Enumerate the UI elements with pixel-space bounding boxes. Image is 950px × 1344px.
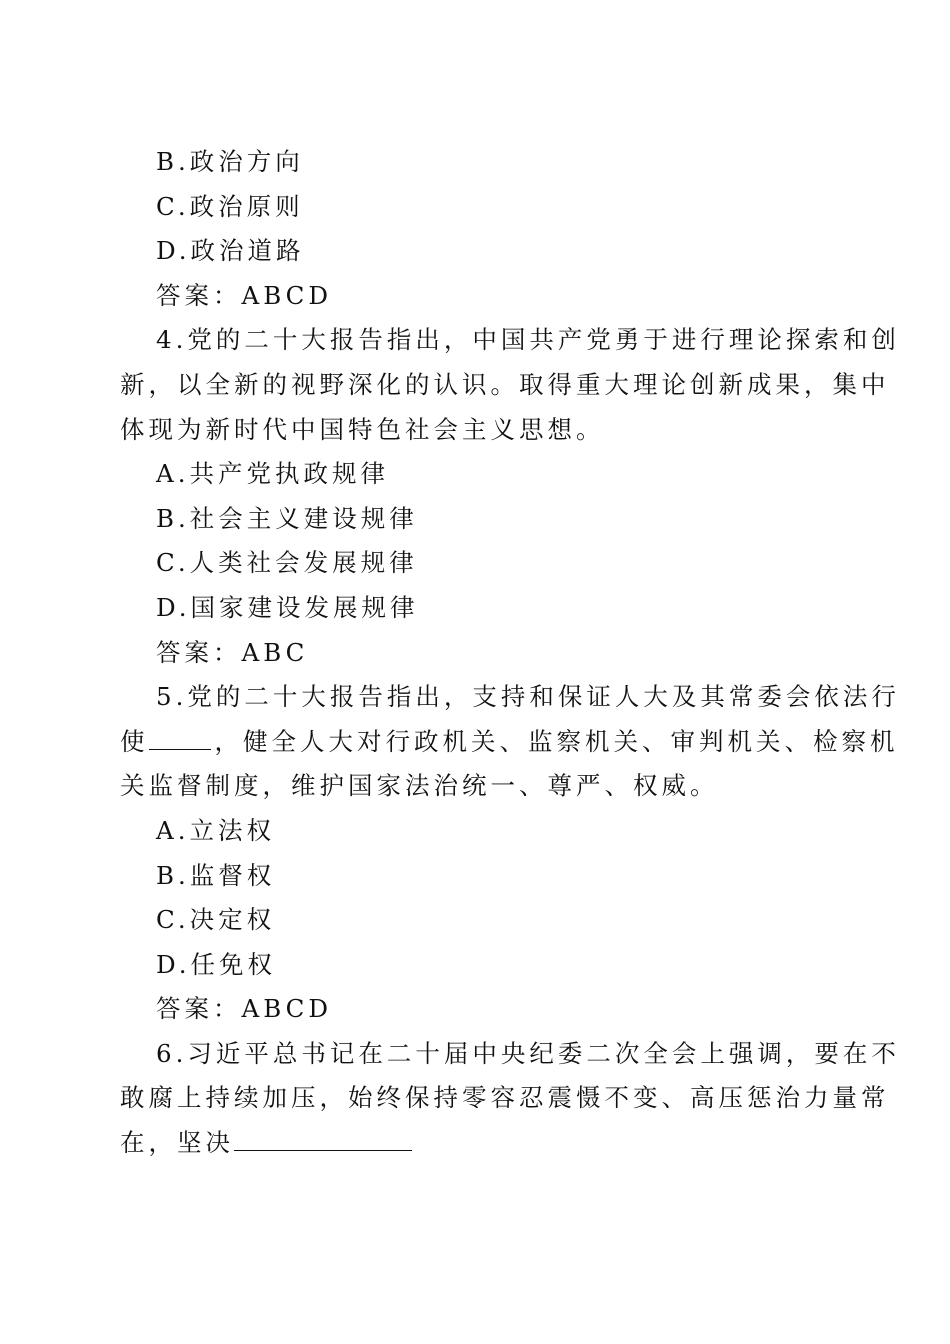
question-5-line-3: 关监督制度，维护国家法治统一、尊严、权威。 bbox=[120, 771, 719, 801]
question-4-line-2: 新，以全新的视野深化的认识。取得重大理论创新成果，集中 bbox=[120, 369, 890, 399]
question-5-line-2 bbox=[120, 720, 899, 765]
question-6-line-3-prefix: 在，坚决 bbox=[120, 1128, 234, 1158]
option-d: D.国家建设发展规律 bbox=[156, 592, 419, 622]
question-5-line-2-suffix: ，健全人大对行政机关、监察机关、审判机关、检察机 bbox=[214, 726, 899, 756]
answer: 答案：ABCD bbox=[156, 280, 333, 310]
question-5-line-2-prefix: 使 bbox=[120, 726, 149, 756]
option-b: B.监督权 bbox=[156, 860, 276, 890]
fill-in-blank bbox=[234, 1122, 412, 1151]
answer: 答案：ABC bbox=[156, 637, 309, 667]
option-d: D.任免权 bbox=[156, 949, 277, 979]
question-5-line-1: 5.党的二十大报告指出，支持和保证人大及其常委会依法行 bbox=[156, 682, 900, 712]
question-4-line-1: 4.党的二十大报告指出，中国共产党勇于进行理论探索和创 bbox=[156, 325, 900, 355]
question-6-line-2: 敢腐上持续加压，始终保持零容忍震慑不变、高压惩治力量常 bbox=[120, 1083, 890, 1113]
option-a: A.共产党执政规律 bbox=[156, 459, 389, 489]
option-b: B.政治方向 bbox=[156, 147, 304, 176]
option-b: B.社会主义建设规律 bbox=[156, 503, 418, 533]
question-6-line-3 bbox=[120, 1121, 830, 1166]
option-d: D.政治道路 bbox=[156, 236, 305, 266]
option-c: C.人类社会发展规律 bbox=[156, 548, 418, 578]
answer: 答案：ABCD bbox=[156, 994, 333, 1024]
option-c: C.政治原则 bbox=[156, 191, 304, 221]
option-a: A.立法权 bbox=[156, 815, 275, 845]
document-body bbox=[120, 140, 900, 1166]
question-6-line-1: 6.习近平总书记在二十届中央纪委二次全会上强调，要在不 bbox=[156, 1038, 900, 1068]
fill-in-blank bbox=[149, 721, 211, 750]
question-4-line-3: 体现为新时代中国特色社会主义思想。 bbox=[120, 414, 605, 444]
option-c: C.决定权 bbox=[156, 905, 276, 935]
